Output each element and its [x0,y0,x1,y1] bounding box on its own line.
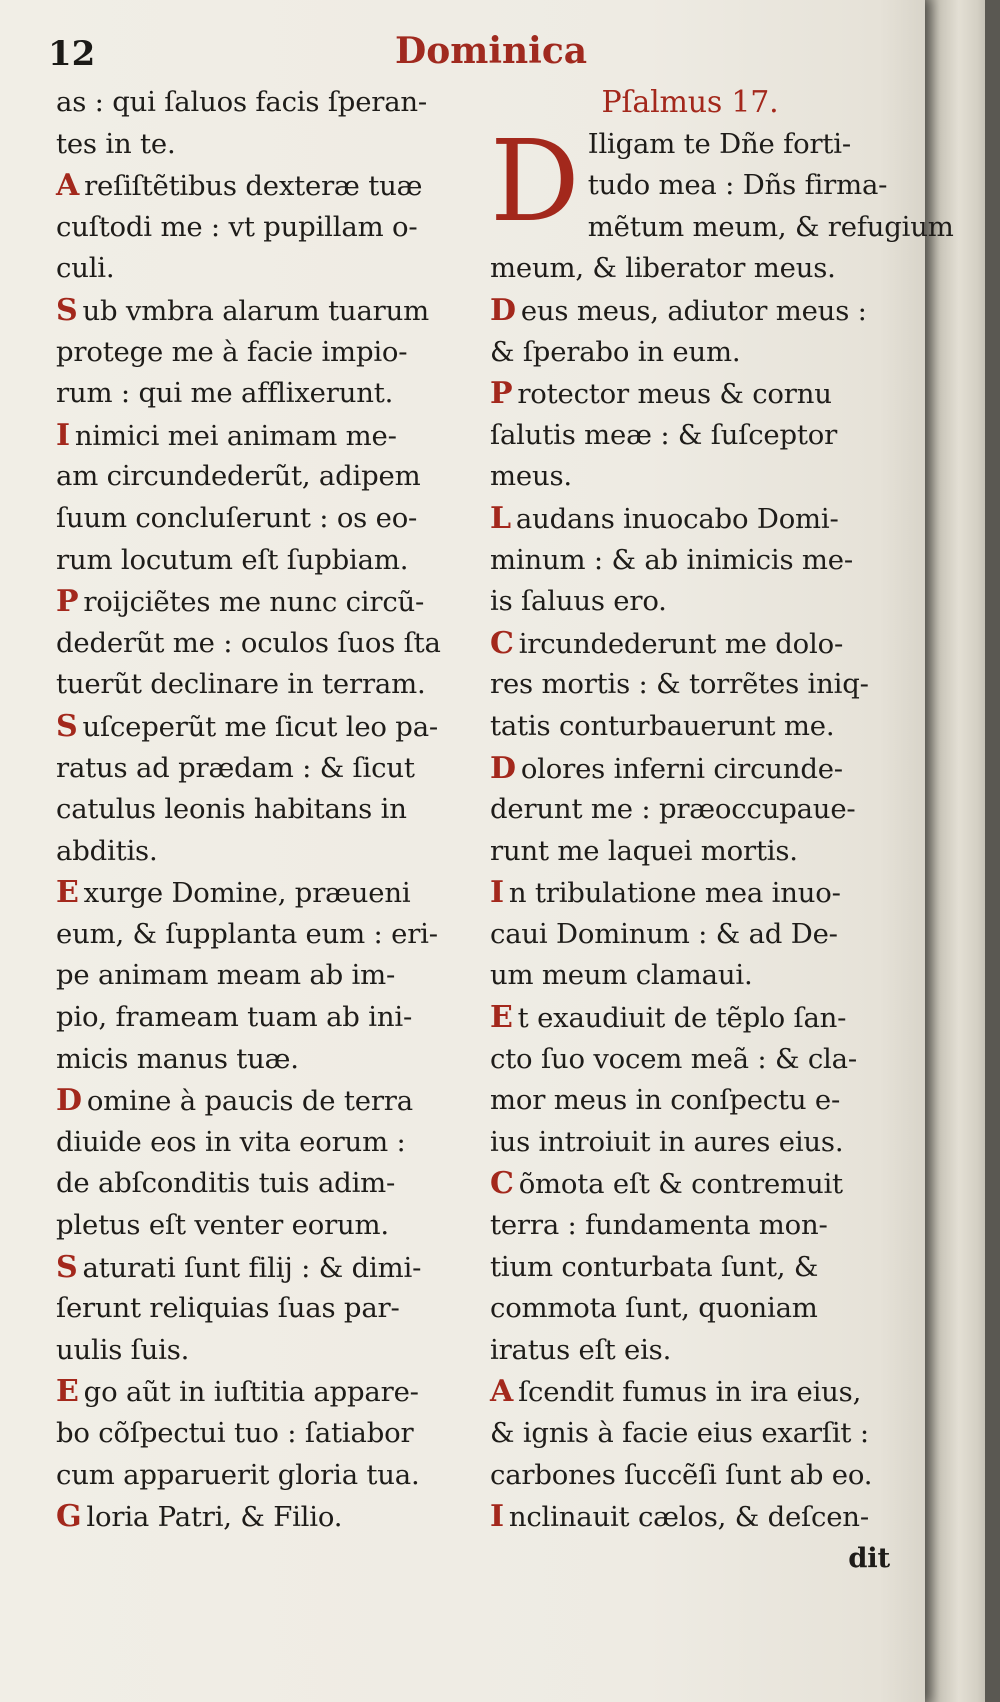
psalm-title: Pſalmus 17. [601,85,779,120]
verse-text: abditis. [56,834,158,867]
page-number: 12 [48,34,96,74]
right-column-line [490,415,890,457]
left-column-line [56,498,476,540]
verse-text: diuide eos in vita eorum : [56,1125,406,1158]
left-column-line [56,1371,476,1413]
left-column-line [56,456,476,498]
left-column-line [56,1455,476,1497]
verse-text: ſalutis meæ : & ſuſceptor [490,418,838,451]
left-column-line [56,581,476,623]
right-column-line [490,1122,890,1164]
verse-text: commota ſunt, quoniam [490,1292,818,1325]
verse-initial: C [490,625,514,661]
left-column-line [56,872,476,914]
verse-text: culi. [56,252,115,285]
verse-text: pe animam meam ab im- [56,959,396,992]
verse-initial: E [490,1000,513,1036]
right-column-line [490,872,890,914]
left-column-line [56,1205,476,1247]
verse-initial: A [490,1374,514,1410]
verse-text: catulus leonis habitans in [56,793,407,826]
verse-text: tes in te. [56,127,176,160]
verse-text: meus. [490,460,572,493]
verse-text: tium conturbata ſunt, & [490,1250,819,1283]
verse-initial: S [56,1249,78,1285]
left-column-line [56,248,476,290]
verse-text: iratus eſt eis. [490,1333,672,1366]
verse-text: is ſaluus ero. [490,585,667,618]
verse-initial: G [56,1499,82,1535]
right-column [490,82,954,1579]
verse-text: micis manus tuæ. [56,1042,299,1075]
right-column-line [490,997,890,1039]
verse-text: xurge Domine, præueni [83,877,411,910]
left-column-line [56,955,476,997]
verse-text: pletus eſt venter eorum. [56,1209,389,1242]
drop-line-2: tudo mea : Dñs firma- [587,169,888,202]
right-column-line [490,831,890,873]
catchword: dit [848,1541,890,1574]
verse-text: & ignis à facie eius exarſit : [490,1417,869,1449]
verse-text: runt me laquei mortis. [490,834,798,867]
left-column-line [56,664,476,706]
verse-text: pio, frameam tuam ab ini- [56,1001,413,1034]
verse-text: uſceperũt me ſicut leo pa- [82,710,438,743]
verse-text: ſerunt reliquias ſuas par- [56,1292,400,1325]
right-column-lines [490,207,954,1538]
left-column-line [56,706,476,748]
verse-text: res mortis : & torrẽtes iniq- [490,668,869,701]
verse-initial: E [56,875,79,911]
verse-text: ub vmbra alarum tuarum [82,294,429,327]
left-column-line [56,207,476,249]
verse-initial: D [490,750,516,786]
left-column-line [56,1039,476,1081]
left-column-line [56,165,476,207]
verse-text: cum apparuerit gloria tua. [56,1458,420,1491]
verse-text: tuerũt declinare in terram. [56,668,426,701]
left-column-line [56,1288,476,1330]
right-column-line [490,1330,890,1372]
right-column-line [490,1371,890,1413]
left-column-line [56,540,476,582]
right-column-line [490,706,890,748]
left-column-line [56,290,476,332]
verse-text: ſuum concluſerunt : os eo- [56,501,418,534]
right-column-line [490,1205,890,1247]
right-column-line [490,373,890,415]
verse-text: uulis ſuis. [56,1333,190,1366]
left-column-line [56,623,476,665]
verse-initial: E [56,1374,79,1410]
verse-text: eus meus, adiutor meus : [520,294,867,327]
verse-initial: A [56,168,80,204]
verse-text: & ſperabo in eum. [490,335,741,368]
verse-initial: C [490,1166,514,1202]
right-column-line [490,248,890,290]
running-head: Dominica [395,30,588,72]
left-column-line [56,1122,476,1164]
verse-text: cto ſuo vocem meã : & cla- [490,1042,857,1075]
verse-initial: I [56,417,70,453]
right-column-line [490,456,890,498]
right-column-line [490,748,890,790]
verse-text: bo cõſpectui tuo : ſatiabor [56,1417,414,1449]
left-column [56,82,476,1538]
verse-text: go aũt in iuſtitia appare- [83,1376,419,1409]
verse-initial: P [490,376,513,412]
right-column-line [490,540,890,582]
verse-text: aturati ſunt filij : & dimi- [82,1251,422,1284]
right-column-line [490,1288,890,1330]
verse-initial: I [490,875,504,911]
verse-text: ius introiuit in aures eius. [490,1125,844,1158]
left-column-line [56,1330,476,1372]
right-column-line [490,1496,890,1538]
right-column-line [490,1455,890,1497]
right-column-line [490,1247,890,1289]
verse-text: carbones ſuccẽſi ſunt ab eo. [490,1458,873,1491]
left-column-line [56,789,476,831]
verse-text: protege me à facie impio- [56,335,408,368]
verse-initial: D [56,1083,82,1119]
verse-initial: L [490,500,511,536]
right-column-line [490,498,890,540]
verse-text: caui Dominum : & ad De- [490,917,838,950]
left-column-line [56,1080,476,1122]
verse-text: olores inferni circunde- [520,752,843,785]
verse-text: minum : & ab inimicis me- [490,543,853,576]
verse-text: mẽtum meum, & refugium [587,210,954,243]
verse-text: rum locutum eſt ſupbiam. [56,543,409,576]
left-column-line [56,997,476,1039]
right-column-line [490,1039,890,1081]
verse-text: eum, & ſupplanta eum : eri- [56,917,438,950]
left-column-line [56,1413,476,1455]
verse-text: nimici mei animam me- [74,419,397,452]
verse-text: roijciẽtes me nunc circũ- [83,586,425,619]
verse-text: am circundederũt, adipem [56,460,421,493]
spine-edge [985,0,1000,1702]
right-column-line [490,1163,890,1205]
verse-text: reſiſtẽtibus dexteræ tuæ [84,170,423,203]
verse-text: loria Patri, & Filio. [86,1501,343,1534]
verse-text: as : qui ſaluos facis ſperan- [56,86,428,118]
right-column-line [490,1080,890,1122]
verse-text: n tribulatione mea inuo- [508,877,841,910]
drop-line-1: Iligam te Dñe forti- [587,127,851,160]
verse-text: nclinauit cælos, & deſcen- [508,1501,869,1534]
verse-text: meum, & liberator meus. [490,252,836,285]
left-column-line [56,748,476,790]
right-column-line [490,290,890,332]
verse-initial: P [56,584,79,620]
verse-initial: S [56,292,78,328]
page-header [0,30,925,90]
right-column-line [490,664,890,706]
verse-initial: D [490,292,516,328]
verse-text: tatis conturbauerunt me. [490,709,835,742]
verse-text: ſcendit fumus in ira eius, [518,1376,862,1409]
right-column-line [490,789,890,831]
verse-text: ircundederunt me dolo- [518,627,844,660]
left-column-line [56,373,476,415]
verse-text: ratus ad prædam : & ſicut [56,751,415,784]
verse-text: derunt me : præoccupaue- [490,793,856,826]
drop-cap: D [490,116,580,247]
verse-text: rotector meus & cornu [517,378,832,411]
verse-text: dederũt me : oculos ſuos ſta [56,626,441,659]
left-column-line [56,1247,476,1289]
left-column-line [56,914,476,956]
right-column-line [490,623,890,665]
verse-initial: I [490,1499,504,1535]
left-column-line [56,1496,476,1538]
right-column-line [490,332,890,374]
left-column-line [56,124,476,166]
verse-text: um meum clamaui. [490,959,753,992]
verse-text: de abſconditis tuis adim- [56,1167,396,1200]
left-column-line [56,332,476,374]
left-column-line [56,82,476,124]
verse-text: t exaudiuit de tẽplo ſan- [517,1002,847,1035]
right-column-line [490,914,890,956]
verse-initial: S [56,708,78,744]
left-column-line [56,831,476,873]
right-column-line [490,955,890,997]
verse-text: audans inuocabo Domi- [515,502,839,535]
right-column-line [490,581,890,623]
verse-text: õmota eſt & contremuit [518,1168,843,1201]
verse-text: omine à paucis de terra [86,1085,413,1118]
right-column-line [490,1413,890,1455]
verse-text: cuſtodi me : vt pupillam o- [56,210,418,243]
verse-text: mor meus in conſpectu e- [490,1084,841,1117]
left-column-line [56,415,476,457]
verse-text: terra : fundamenta mon- [490,1209,828,1242]
verse-text: rum : qui me afflixerunt. [56,377,394,410]
left-column-line [56,1163,476,1205]
